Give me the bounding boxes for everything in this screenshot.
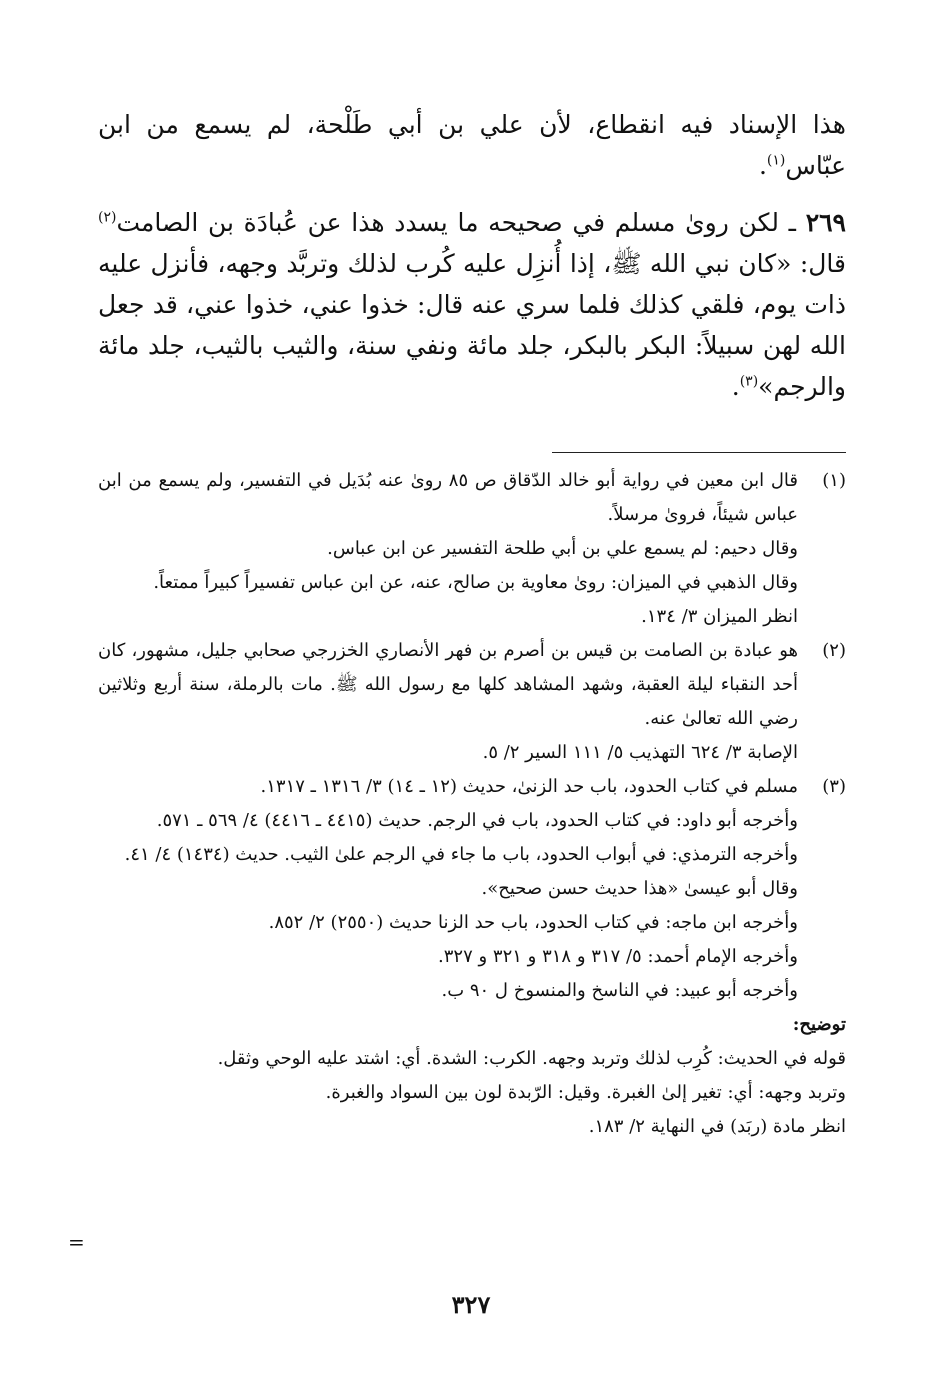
footnote-ref-2[interactable]: (٢) — [98, 209, 117, 226]
paragraph-1 — [98, 104, 846, 186]
footnotes — [98, 464, 846, 1144]
hadith-number: ٢٦٩ — [805, 208, 846, 237]
footnote-line: هو عبادة بن الصامت بن قيس بن أصرم بن فهر الأنصاري الخزرجي صحابي جليل، مشهور، كان أحد النقباء ليلة العقبة، وشهد المشاهد كلها مع رسول الله ﷺ. مات بالرملة، سنة أربع وثلاثين رضي الله تعالىٰ عنه. — [98, 640, 798, 729]
footnote-line: وقال دحيم: لم يسمع علي بن أبي طلحة التفسير عن ابن عباس. — [327, 538, 798, 559]
footnote-line: وأخرجه الترمذي: في أبواب الحدود، باب ما جاء في الرجم علىٰ الثيب. حديث (١٤٣٤) ٤/ ٤١. — [124, 844, 798, 865]
paragraph-2-part-2: قال: «كان نبي الله ﷺ، إذا أُنزِل عليه كُرب لذلك وتربَّد وجهه، فأنزل عليه ذات يوم، فلقي كذلك فلما سري عنه قال: خذوا عني، خذوا عني، قد جعل الله لهن سبيلاً: البكر بالبكر، جلد مائة ونفي سنة، والثيب بالثيب، جلد مائة والرجم» — [98, 249, 846, 401]
tawdih-heading: توضيح: — [792, 1014, 846, 1035]
footnote-line: انظر الميزان ٣/ ١٣٤. — [641, 606, 798, 627]
footnote-3 — [98, 770, 846, 1008]
footnote-number: (١) — [822, 470, 846, 491]
paragraph-1-text: هذا الإسناد فيه انقطاع، لأن علي بن أبي طَلْحة، لم يسمع من ابن عبّاس — [98, 110, 846, 180]
paragraph-2-end: . — [731, 372, 740, 401]
footnote-ref-3[interactable]: (٣) — [739, 373, 759, 390]
page-number: ٣٢٧ — [451, 1290, 491, 1319]
footnote-line: الإصابة ٣/ ٦٢٤ التهذيب ٥/ ١١١ السير ٢/ ٥. — [482, 742, 798, 763]
paragraph-2 — [98, 202, 846, 407]
continuation-marker: = — [68, 1230, 85, 1254]
footnote-number: (٣) — [822, 776, 846, 797]
footnote-line: وقال الذهبي في الميزان: روىٰ معاوية بن صالح، عنه، عن ابن عباس تفسيراً كبيراً ممتعاً. — [153, 572, 798, 593]
footnote-line: وأخرجه ابن ماجه: في كتاب الحدود، باب حد الزنا حديث (٢٥٥٠) ٢/ ٨٥٢. — [268, 912, 798, 933]
main-text — [98, 104, 846, 407]
footnote-line: وقال أبو عيسىٰ «هذا حديث حسن صحيح». — [481, 878, 798, 899]
footnote-line: مسلم في كتاب الحدود، باب حد الزنىٰ، حديث (١٢ ـ ١٤) ٣/ ١٣١٦ ـ ١٣١٧. — [260, 776, 798, 797]
paragraph-2-part-1: ـ لكن روىٰ مسلم في صحيحه ما يسدد هذا عن عُبادَة بن الصامت — [116, 208, 796, 237]
paragraph-1-end: . — [758, 151, 767, 180]
tawdih-section — [98, 1008, 846, 1144]
footnote-line: وأخرجه أبو داود: في كتاب الحدود، باب في الرجم. حديث (٤٤١٥ ـ ٤٤١٦) ٤/ ٥٦٩ ـ ٥٧١. — [156, 810, 798, 831]
footnote-number: (٢) — [822, 640, 846, 661]
footnote-2 — [98, 634, 846, 770]
footnote-1 — [98, 464, 846, 634]
tawdih-line: انظر مادة (ربَد) في النهاية ٢/ ١٨٣. — [588, 1116, 846, 1137]
footnote-line: وأخرجه أبو عبيد: في الناسخ والمنسوخ ل ٩٠ ب. — [441, 980, 798, 1001]
footnote-ref-1[interactable]: (١) — [766, 152, 786, 169]
tawdih-line: وتربد وجهه: أي: تغير إلىٰ الغبرة. وقيل: الرّبدة لون بين السواد والغبرة. — [325, 1082, 846, 1103]
footnote-separator — [552, 452, 846, 453]
footnote-line: وأخرجه الإمام أحمد: ٥/ ٣١٧ و ٣١٨ و ٣٢١ و ٣٢٧. — [438, 946, 798, 967]
tawdih-line: قوله في الحديث: كُرِب لذلك وتربد وجهه. الكرب: الشدة. أي: اشتد عليه الوحي وثقل. — [217, 1048, 846, 1069]
footnote-line: قال ابن معين في رواية أبو خالد الدّقاق ص ٨٥ روىٰ عنه بُدَيل في التفسير، ولم يسمع من ابن عباس شيئاً، فروىٰ مرسلاً. — [98, 470, 798, 525]
